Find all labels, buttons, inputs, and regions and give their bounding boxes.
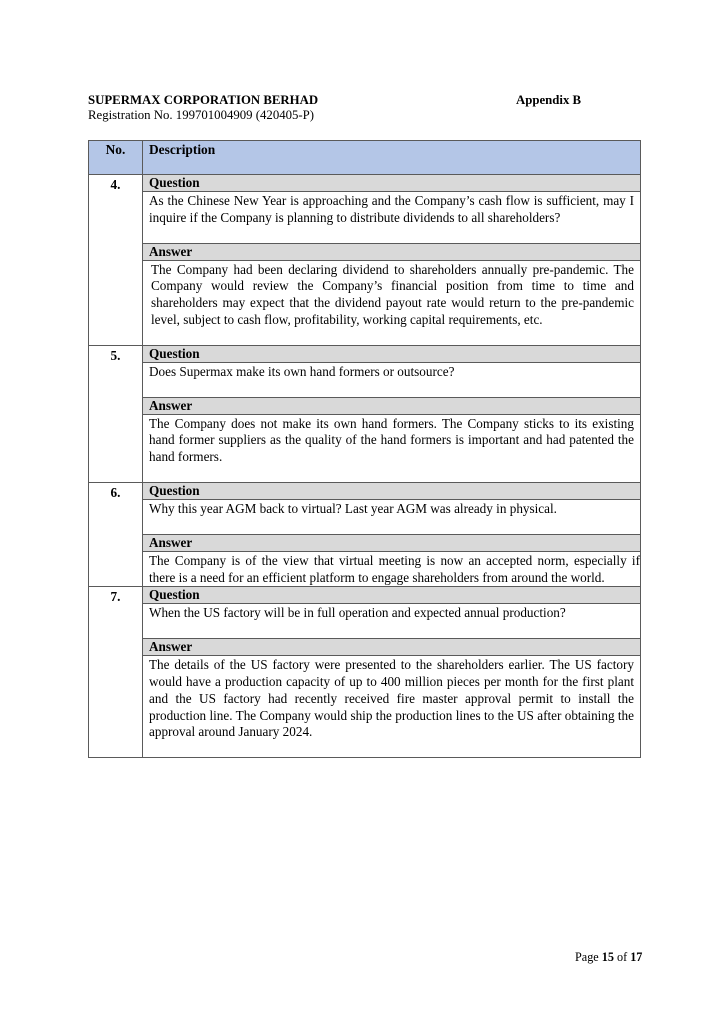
appendix-label: Appendix B: [516, 93, 582, 107]
question-block: [143, 175, 640, 244]
question-label: Question: [143, 587, 640, 604]
column-header-no: No.: [89, 141, 143, 175]
table-header-row: [89, 141, 641, 175]
qa-table: [88, 140, 641, 758]
row-number: 4.: [89, 175, 143, 346]
row-description: [143, 175, 641, 346]
answer-label: Answer: [143, 535, 640, 552]
row-description: [143, 587, 641, 758]
question-text: As the Chinese New Year is approaching and the Company’s cash flow is sufficient, may I inquire if the Company is planning to distribute dividends to all shareholders?: [149, 193, 634, 225]
question-text: Does Supermax make its own hand formers or outsource?: [149, 363, 455, 379]
answer-block: [143, 244, 640, 345]
question-label: Question: [143, 346, 640, 363]
answer-label: Answer: [143, 639, 640, 656]
table-row: [89, 345, 641, 482]
registration-number: Registration No. 199701004909 (420405-P): [88, 108, 315, 122]
company-name: SUPERMAX CORPORATION BERHAD: [88, 93, 319, 107]
answer-label: Answer: [143, 398, 640, 415]
question-block: [143, 483, 640, 535]
row-number: 6.: [89, 482, 143, 586]
question-block: [143, 587, 640, 639]
table-row: [89, 175, 641, 346]
answer-text: The details of the US factory were presented to the shareholders earlier. The US factory would have a production capacity of up to 400 million pieces per month for the first plant and the US factory had recently received fire master approval permit to install the production line. The Company would ship the production lines to the US after obtaining the approval around January 2024.: [149, 657, 634, 740]
question-block: [143, 346, 640, 398]
answer-text: The Company is of the view that virtual meeting is now an accepted norm, especially if there is a need for an efficient platform to engage shareholders from around the world.: [149, 552, 640, 585]
answer-block: [143, 535, 640, 587]
answer-block: [143, 398, 640, 482]
page-number: [575, 950, 642, 965]
answer-label: Answer: [143, 244, 640, 261]
page-current: 15: [601, 950, 614, 964]
row-number: 7.: [89, 587, 143, 758]
answer-text: The Company had been declaring dividend to shareholders annually pre-pandemic. The Company would review the Company’s financial position from time to time and shareholders may expect that the dividend payout rate would return to the pre-pandemic level, subject to cash flow, profitability, working capital requirements, etc.: [151, 261, 634, 327]
row-description: [143, 482, 641, 586]
answer-block: [143, 639, 640, 757]
page-word: Page: [575, 950, 599, 964]
table-row: [89, 587, 641, 758]
question-label: Question: [143, 175, 640, 192]
question-label: Question: [143, 483, 640, 500]
page-total: 17: [630, 950, 643, 964]
answer-text: The Company does not make its own hand formers. The Company sticks to its existing hand former suppliers as the quality of the hand formers is important and had patented the hand formers.: [149, 415, 634, 465]
question-text: Why this year AGM back to virtual? Last year AGM was already in physical.: [149, 500, 557, 516]
row-number: 5.: [89, 345, 143, 482]
page-of: of: [616, 950, 628, 964]
table-row: [89, 482, 641, 586]
question-text: When the US factory will be in full operation and expected annual production?: [149, 605, 566, 621]
row-description: [143, 345, 641, 482]
column-header-description: Description: [143, 141, 641, 175]
